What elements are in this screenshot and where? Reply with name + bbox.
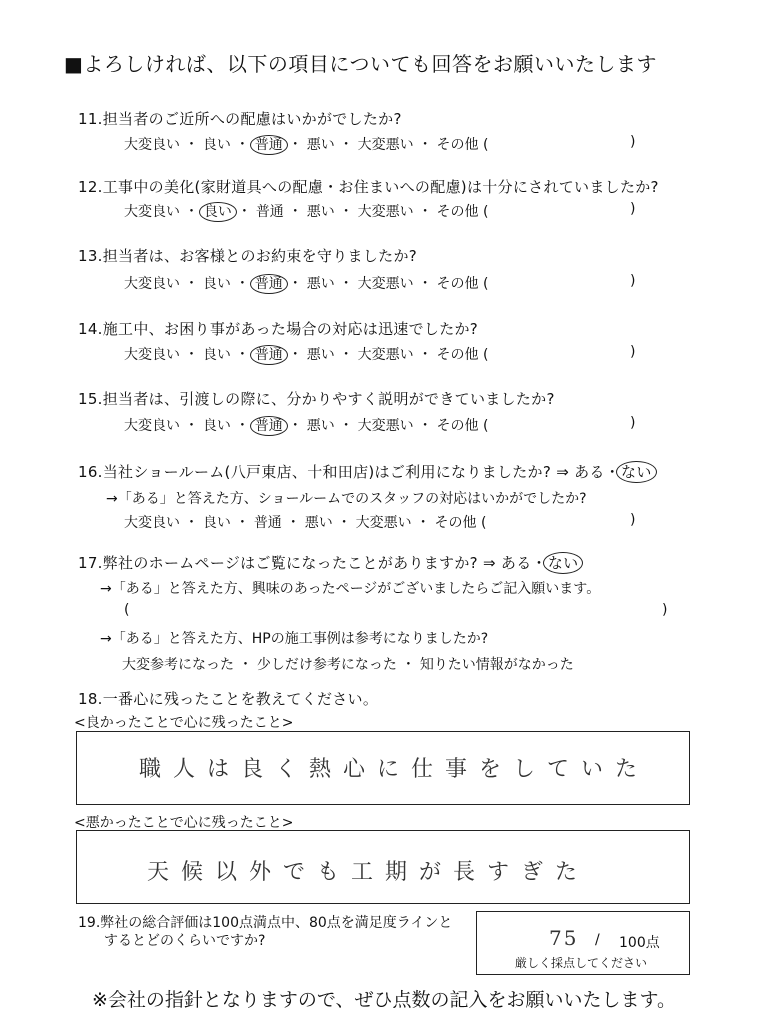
bad-answer-text: 天候以外でも工期が長すぎた — [147, 860, 590, 885]
footer-note: ※会社の指針となりますので、ぜひ点数の記入をお願いいたします。 — [92, 989, 677, 1011]
option-very-bad[interactable]: 大変悪い — [357, 276, 414, 292]
answer-no-selected[interactable]: ない — [543, 552, 584, 574]
option-very-good[interactable]: 大変良い — [124, 137, 180, 153]
option-good[interactable]: 良い — [202, 276, 231, 292]
question-15: 15.担当者は、引渡しの際に、分かりやすく説明ができていましたか? — [78, 390, 555, 408]
paren-close: ) — [630, 273, 636, 289]
paren-close: ) — [662, 602, 668, 618]
option-very-good[interactable]: 大変良い — [124, 204, 180, 220]
option-other[interactable]: その他 — [436, 276, 479, 292]
good-answer-text: 職人は良く熱心に仕事をしていた — [139, 757, 650, 782]
option-other[interactable]: その他 — [436, 347, 479, 363]
option-not-helpful[interactable]: 知りたい情報がなかった — [419, 657, 574, 673]
option-very-good[interactable]: 大変良い — [124, 515, 180, 531]
paren-close: ) — [630, 415, 636, 431]
option-very-helpful[interactable]: 大変参考になった — [122, 657, 234, 673]
option-very-bad[interactable]: 大変悪い — [357, 347, 414, 363]
paren-close: ) — [630, 134, 636, 150]
option-other[interactable]: その他 — [436, 418, 479, 434]
good-answer-box[interactable] — [76, 731, 690, 805]
option-normal-selected[interactable]: 普通 — [250, 135, 288, 155]
option-very-good[interactable]: 大変良い — [124, 276, 180, 292]
question-19-line1: 19.弊社の総合評価は100点満点中、80点を満足度ラインと — [78, 915, 453, 931]
option-very-bad[interactable]: 大変悪い — [355, 515, 412, 531]
option-bad[interactable]: 悪い — [306, 347, 335, 363]
options-12: 大変良い ・ 良い ・ 普通 ・ 悪い ・ 大変悪い ・ その他 ( — [124, 204, 489, 220]
options-16: 大変良い ・ 良い ・ 普通 ・ 悪い ・ 大変悪い ・ その他 ( — [124, 515, 487, 531]
option-very-good[interactable]: 大変良い — [124, 418, 180, 434]
options-17: 大変参考になった ・ 少しだけ参考になった ・ 知りたい情報がなかった — [122, 657, 574, 673]
question-17-sub2: →「ある」と答えた方、HPの施工事例は参考になりましたか? — [100, 631, 489, 647]
score-value: 75 — [549, 926, 579, 950]
question-16-sub: →「ある」と答えた方、ショールームでのスタッフの対応はいかがでしたか? — [106, 491, 587, 507]
option-good-selected[interactable]: 良い — [199, 202, 237, 222]
score-max: 100点 — [619, 935, 660, 951]
score-slash: / — [595, 932, 600, 948]
option-very-bad[interactable]: 大変悪い — [357, 418, 414, 434]
option-other[interactable]: その他 — [436, 137, 479, 153]
bad-label: <悪かったことで心に残ったこと> — [74, 815, 294, 831]
option-other[interactable]: その他 — [434, 515, 477, 531]
option-very-bad[interactable]: 大変悪い — [357, 204, 414, 220]
option-normal[interactable]: 普通 — [255, 204, 284, 220]
question-12: 12.工事中の美化(家財道具への配慮・お住まいへの配慮)は十分にされていましたか? — [78, 178, 659, 196]
option-good[interactable]: 良い — [202, 515, 231, 531]
option-good[interactable]: 良い — [202, 137, 231, 153]
page-title: ■よろしければ、以下の項目についても回答をお願いいたします — [64, 52, 657, 76]
score-box[interactable] — [476, 911, 690, 975]
question-16: 16.当社ショールーム(八戸東店、十和田店)はご利用になりましたか? ⇒ ある・ない — [78, 461, 653, 482]
option-good[interactable]: 良い — [202, 418, 231, 434]
question-13: 13.担当者は、お客様とのお約束を守りましたか? — [78, 247, 418, 265]
options-14: 大変良い ・ 良い ・ 普通 ・ 悪い ・ 大変悪い ・ その他 ( — [124, 347, 489, 363]
question-17: 17.弊社のホームページはご覧になったことがありますか? ⇒ ある・ない — [78, 552, 579, 573]
option-normal-selected[interactable]: 普通 — [250, 416, 288, 436]
score-note: 厳しく採点してください — [515, 956, 648, 970]
good-label: <良かったことで心に残ったこと> — [74, 715, 294, 731]
option-slightly-helpful[interactable]: 少しだけ参考になった — [256, 657, 397, 673]
paren-close: ) — [630, 512, 636, 528]
question-11: 11.担当者のご近所への配慮はいかがでしたか? — [78, 110, 402, 128]
option-other[interactable]: その他 — [436, 204, 479, 220]
option-bad[interactable]: 悪い — [306, 137, 335, 153]
option-bad[interactable]: 悪い — [306, 418, 335, 434]
paren-open: ( — [124, 602, 130, 618]
option-bad[interactable]: 悪い — [306, 204, 335, 220]
option-good[interactable]: 良い — [202, 347, 231, 363]
option-bad[interactable]: 悪い — [306, 276, 335, 292]
option-normal[interactable]: 普通 — [253, 515, 282, 531]
paren-close: ) — [630, 201, 636, 217]
question-19-line2: するとどのくらいですか? — [104, 933, 266, 949]
bad-answer-box[interactable] — [76, 830, 690, 904]
paren-close: ) — [630, 344, 636, 360]
option-very-good[interactable]: 大変良い — [124, 347, 180, 363]
options-15: 大変良い ・ 良い ・ 普通 ・ 悪い ・ 大変悪い ・ その他 ( — [124, 418, 489, 434]
question-14: 14.施工中、お困り事があった場合の対応は迅速でしたか? — [78, 320, 479, 338]
options-13: 大変良い ・ 良い ・ 普通 ・ 悪い ・ 大変悪い ・ その他 ( — [124, 276, 489, 292]
option-very-bad[interactable]: 大変悪い — [357, 137, 414, 153]
option-normal-selected[interactable]: 普通 — [250, 274, 288, 294]
question-17-sub1: →「ある」と答えた方、興味のあったページがございましたらご記入願います。 — [100, 581, 601, 597]
option-normal-selected[interactable]: 普通 — [250, 345, 288, 365]
question-18: 18.一番心に残ったことを教えてください。 — [78, 690, 379, 708]
option-bad[interactable]: 悪い — [304, 515, 333, 531]
answer-no-selected[interactable]: ない — [616, 461, 657, 483]
options-11: 大変良い ・ 良い ・ 普通 ・ 悪い ・ 大変悪い ・ その他 ( — [124, 137, 489, 153]
